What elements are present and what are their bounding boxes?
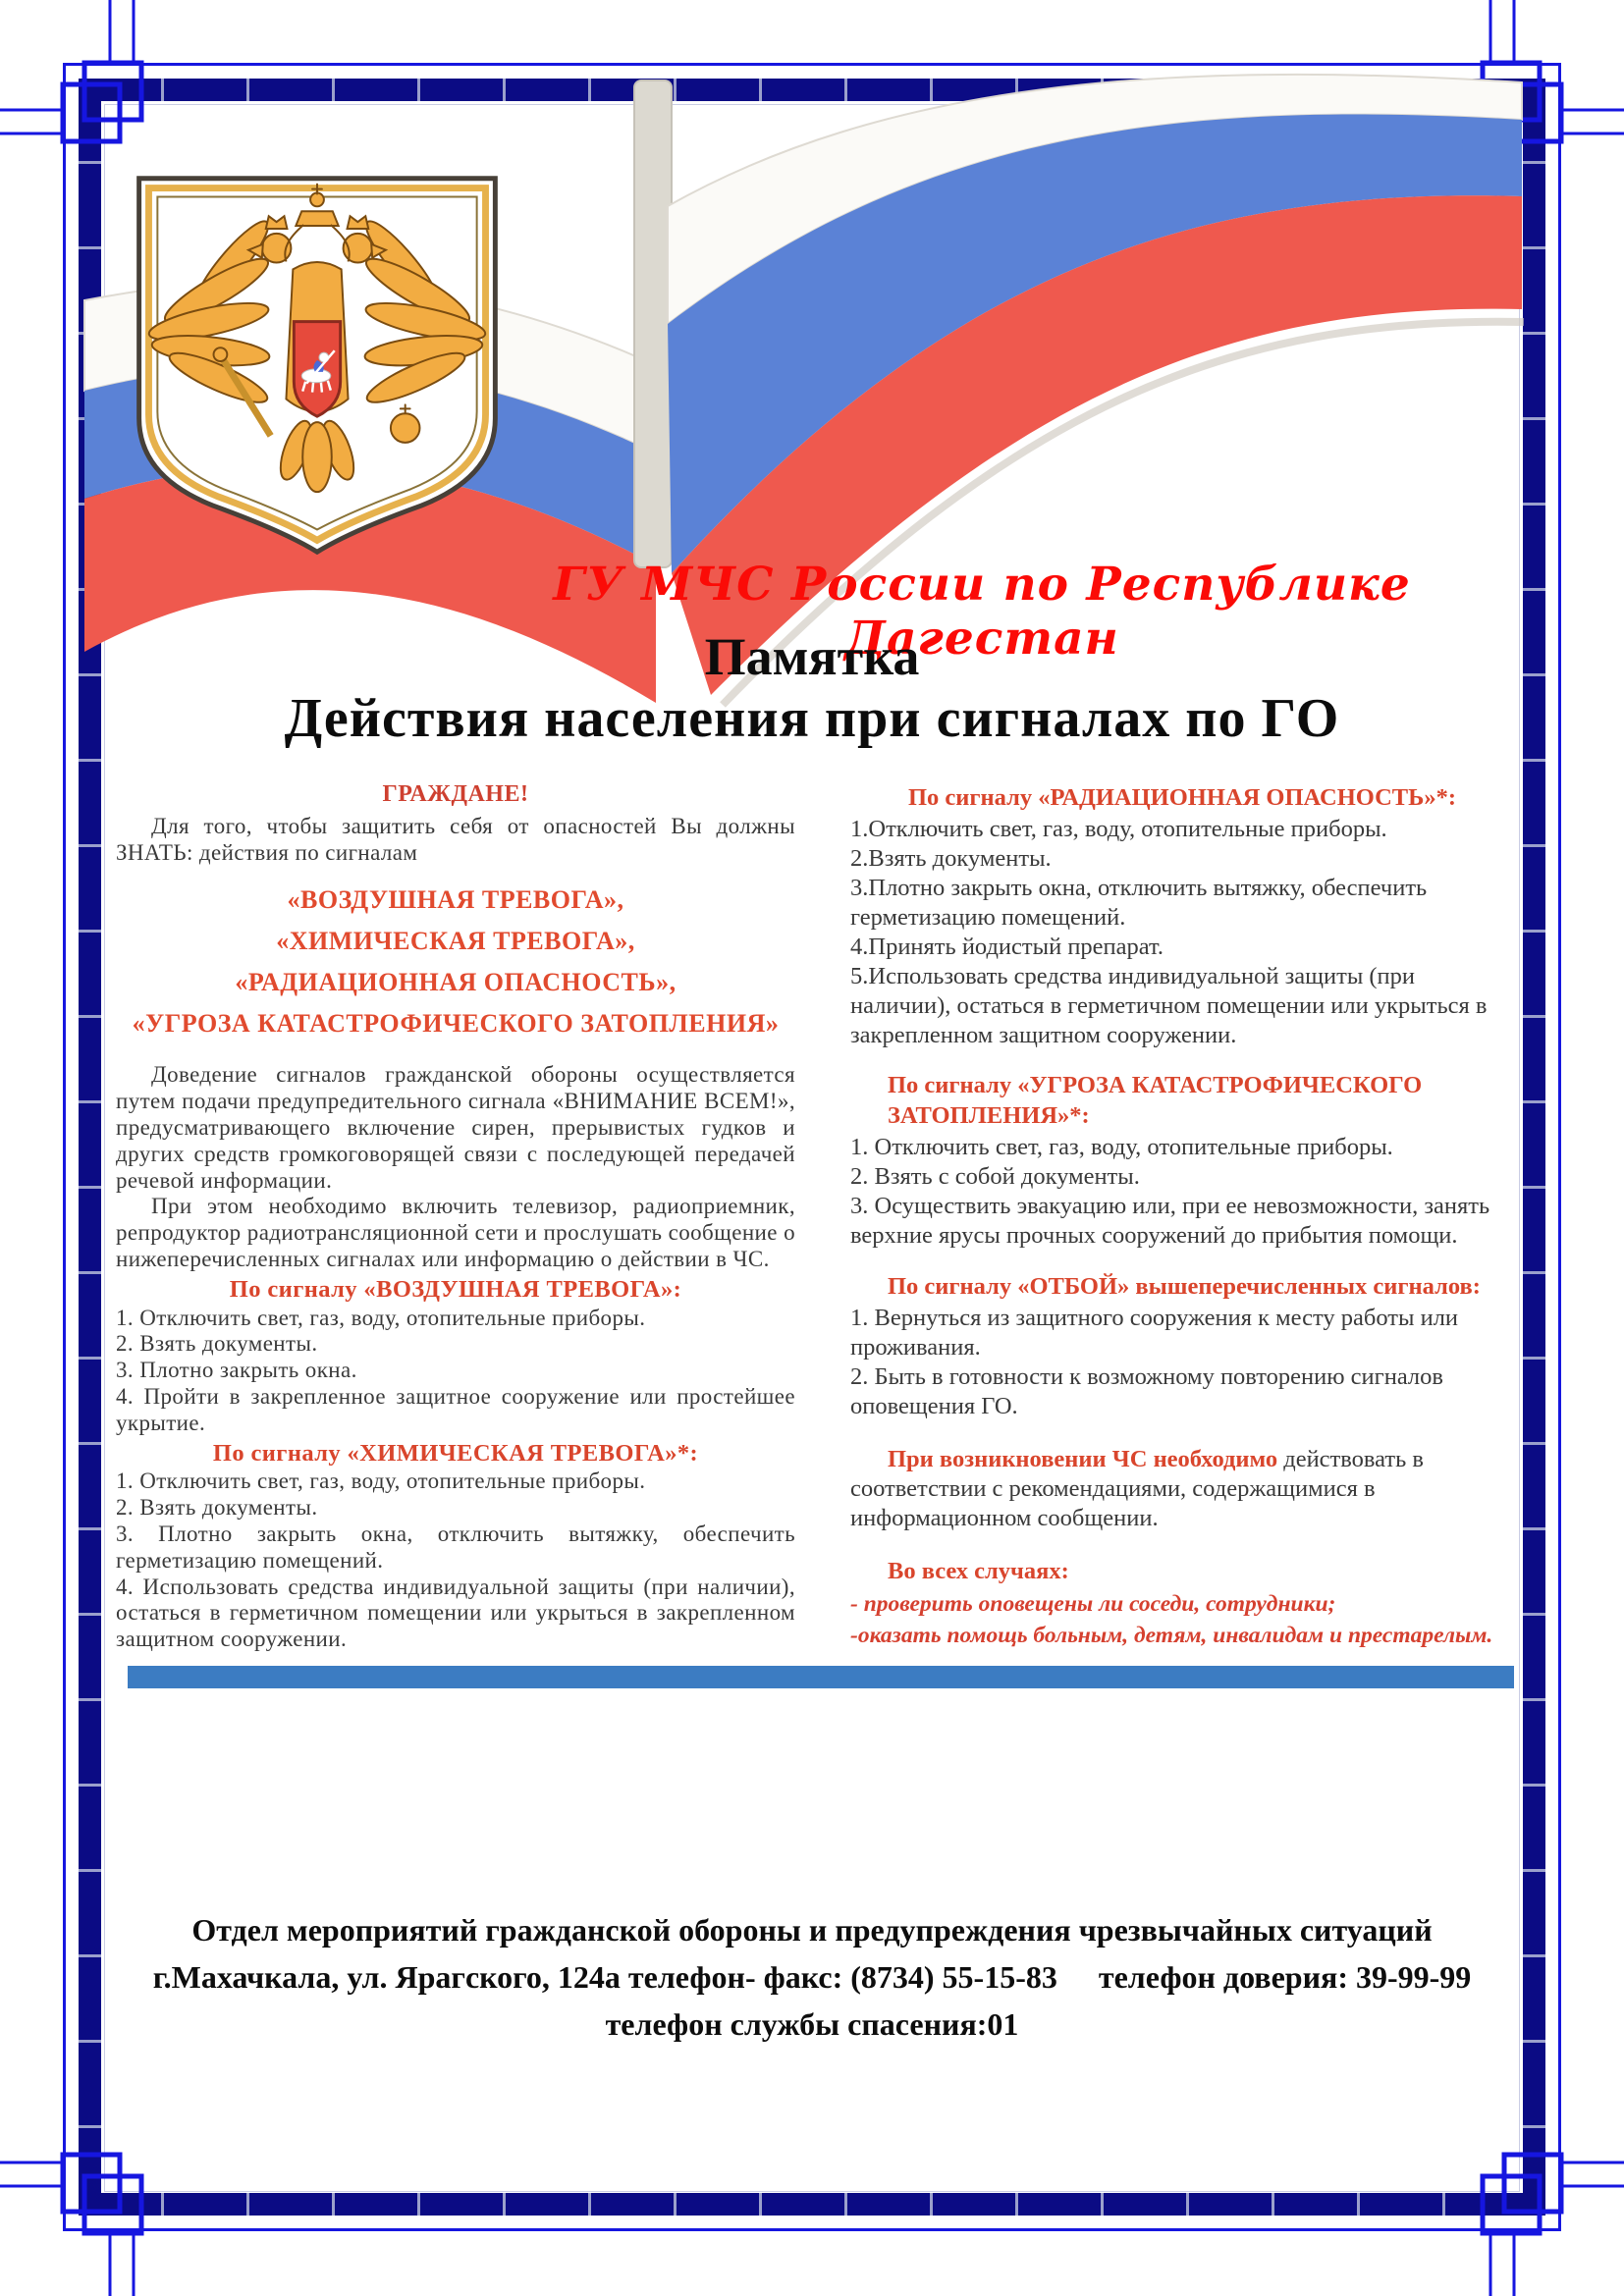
footer-line-rescue-phone: телефон службы спасения:01	[605, 2006, 1019, 2042]
all-cases-item: - проверить оповещены ли соседи, сотрудники;	[850, 1591, 1336, 1617]
signal-name: «УГРОЗА КАТАСТРОФИЧЕСКОГО ЗАТОПЛЕНИЯ»	[132, 1009, 780, 1039]
instruction-item: 1. Отключить свет, газ, воду, отопительные приборы.	[850, 1134, 1393, 1160]
corner-ornament-icon	[1467, 2139, 1624, 2296]
instruction-item: 3.Плотно закрыть окна, отключить вытяжку, обеспечить герметизацию помещений.	[850, 875, 1428, 931]
footer-trust-phone: телефон доверия: 39-99-99	[1098, 1959, 1472, 1995]
section-title-radiation: По сигналу «РАДИАЦИОННАЯ ОПАСНОСТЬ»*:	[907, 784, 1456, 811]
signal-name: «ВОЗДУШНАЯ ТРЕВОГА»,	[287, 885, 624, 915]
instruction-item: 3. Плотно закрыть окна.	[116, 1358, 357, 1383]
right-column	[850, 777, 1514, 1653]
footer-line-address	[79, 1953, 1545, 2001]
emergency-note-lead: При возникновении ЧС необходимо	[888, 1446, 1278, 1472]
emergency-note	[850, 1445, 1514, 1533]
intro-lead: Для того, чтобы защитить себя от опасностей Вы должны ЗНАТЬ: действия по сигналам	[116, 813, 795, 865]
instruction-item: 2.Взять документы.	[850, 845, 1052, 872]
instruction-item: 1. Отключить свет, газ, воду, отопительные приборы.	[116, 1305, 646, 1330]
section-title-all-clear: По сигналу «ОТБОЙ» вышеперечисленных сигналов:	[888, 1273, 1481, 1300]
instruction-item: 3. Плотно закрыть окна, отключить вытяжку, обеспечить герметизацию помещений.	[116, 1521, 795, 1573]
section-title-all-cases: Во всех случаях:	[888, 1558, 1069, 1584]
instruction-item: 1. Вернуться из защитного сооружения к месту работы или проживания.	[850, 1305, 1459, 1361]
section-title-air: По сигналу «ВОЗДУШНАЯ ТРЕВОГА»:	[229, 1275, 682, 1303]
left-column	[116, 777, 795, 1653]
footer-line-department: Отдел мероприятий гражданской обороны и предупреждения чрезвычайных ситуаций	[191, 1912, 1433, 1948]
section-title-chemical: По сигналу «ХИМИЧЕСКАЯ ТРЕВОГА»*:	[212, 1439, 699, 1467]
instruction-item: 5.Использовать средства индивидуальной защиты (при наличии), остаться в герметичном помещении или укрыться в закрепленном защитном сооружении.	[850, 963, 1488, 1048]
doc-subtitle: Действия населения при сигналах по ГО	[284, 688, 1340, 749]
doc-title: Памятка	[704, 627, 920, 686]
divider-bar	[128, 1666, 1514, 1688]
footer-contacts	[79, 1906, 1545, 2048]
instruction-item: 4. Использовать средства индивидуальной защиты (при наличии), остаться в герметичном помещении или укрыться в закрепленном защитном сооружении.	[116, 1574, 795, 1652]
instruction-item: 1. Отключить свет, газ, воду, отопительные приборы.	[116, 1468, 646, 1494]
instruction-item: 2. Взять документы.	[116, 1331, 318, 1357]
instruction-item: 2. Взять документы.	[116, 1495, 318, 1521]
signal-name-list	[116, 880, 795, 1044]
instruction-item: 2. Быть в готовности к возможному повторению сигналов оповещения ГО.	[850, 1363, 1443, 1419]
coat-of-arms	[114, 155, 520, 571]
signal-name: «ХИМИЧЕСКАЯ ТРЕВОГА»,	[276, 927, 635, 956]
memo-body	[116, 777, 1514, 1653]
footer-address-phone: г.Махачкала, ул. Ярагского, 124а телефон- факс: (8734) 55-15-83	[152, 1959, 1057, 1995]
intro-paragraph: Доведение сигналов гражданской обороны осуществляется путем подачи предупредительного сигнала «ВНИМАНИЕ ВСЕМ!», предусматривающего включение сирен, прерывистых гудков и других средств громкоговорящей связи с последующей передачей речевой информации.	[116, 1062, 795, 1193]
instruction-item: 3. Осуществить эвакуацию или, при ее невозможности, занять верхние ярусы прочных сооружений до прибытия помощи.	[850, 1193, 1490, 1249]
border-band-bottom	[79, 2193, 1545, 2216]
intro-paragraph: При этом необходимо включить телевизор, радиоприемник, репродуктор радиотрансляционной сети и прослушать сообщение о нижеперечисленных сигналах или информацию о действии в ЧС.	[116, 1194, 795, 1271]
org-title: ГУ МЧС России по Республике Дагестан	[553, 558, 1411, 666]
corner-ornament-icon	[0, 2139, 157, 2296]
emergency-note-rest: действовать в соответствии с рекомендациями, содержащимися в информационном сообщении.	[850, 1446, 1424, 1531]
section-title-flood: По сигналу «УГРОЗА КАТАСТРОФИЧЕСКОГО ЗАТОПЛЕНИЯ»*:	[888, 1072, 1423, 1129]
instruction-item: 4. Пройти в закрепленное защитное сооружение или простейшее укрытие.	[116, 1383, 795, 1435]
instruction-item: 4.Принять йодистый препарат.	[850, 934, 1164, 960]
all-cases-item: -оказать помощь больным, детям, инвалидам и престарелым.	[850, 1623, 1493, 1648]
instruction-item: 1.Отключить свет, газ, воду, отопительные приборы.	[850, 816, 1387, 842]
signal-name: «РАДИАЦИОННАЯ ОПАСНОСТЬ»,	[235, 968, 677, 997]
salutation: ГРАЖДАНЕ!	[382, 781, 529, 807]
instruction-item: 2. Взять с собой документы.	[850, 1163, 1140, 1190]
